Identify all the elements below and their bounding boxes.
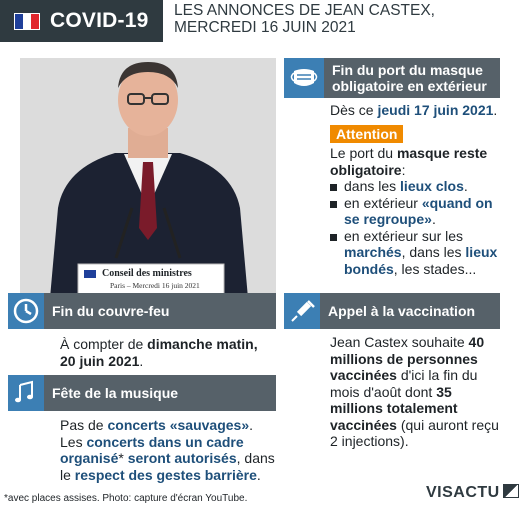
masque-list [330,178,505,277]
visactu-logo: VISACTU [426,484,519,502]
headline-line1: LES ANNONCES DE JEAN CASTEX, [174,2,435,19]
plaque-subtitle: Paris – Mercredi 16 juin 2021 [110,281,200,290]
couvre-title: Fin du couvre-feu [52,303,170,319]
vaccin-title: Appel à la vaccination [328,303,476,319]
attention-badge: Attention [330,125,403,144]
masque-title [324,62,487,94]
list-item: en extérieur sur les marchés, dans les lieux bondés, les stades... [330,228,505,278]
masque-title-line2: obligatoire en extérieur [332,78,487,94]
musique-title: Fête de la musique [52,385,179,401]
list-item: dans les lieux clos. [330,178,505,195]
masque-date: Dès ce jeudi 17 juin 2021. [330,102,498,118]
speaker-photo [20,58,276,298]
music-notes-icon [8,375,44,411]
vaccin-header [284,293,500,329]
masque-reste: Le port du masque reste obligatoire: [330,145,488,178]
headline-line2: MERCREDI 16 JUIN 2021 [174,19,356,36]
syringe-icon [284,293,320,329]
mask-icon [284,58,324,98]
france-flag-icon [14,13,40,30]
logo-mark-icon [503,484,519,498]
masque-header [284,58,500,98]
couvre-body: À compter de dimanche matin, 20 juin 2021. [60,336,258,369]
footer-note: *avec places assises. Photo: capture d'écran YouTube. [4,493,248,504]
speaker-illustration [20,58,276,298]
clock-icon [8,293,44,329]
musique-header [8,375,276,411]
vaccin-body: Jean Castex souhaite 40 millions de personnes vaccinées d'ici la fin du mois d'août dont 35 millions totalement vaccinées (qui auront reçu 2 injections). [330,334,499,449]
headline [174,2,514,36]
badge-label: COVID-19 [50,9,149,32]
plaque-title: Conseil des ministres [102,268,192,279]
couvre-header [8,293,276,329]
masque-title-line1: Fin du port du masque [332,62,483,78]
masque-body [330,102,505,277]
list-item: en extérieur «quand on se regroupe». [330,195,505,228]
covid-badge [0,0,163,42]
musique-body: Pas de concerts «sauvages». Les concerts dans un cadre organisé* seront autorisés, dans le respect des gestes barrière. [60,417,275,483]
